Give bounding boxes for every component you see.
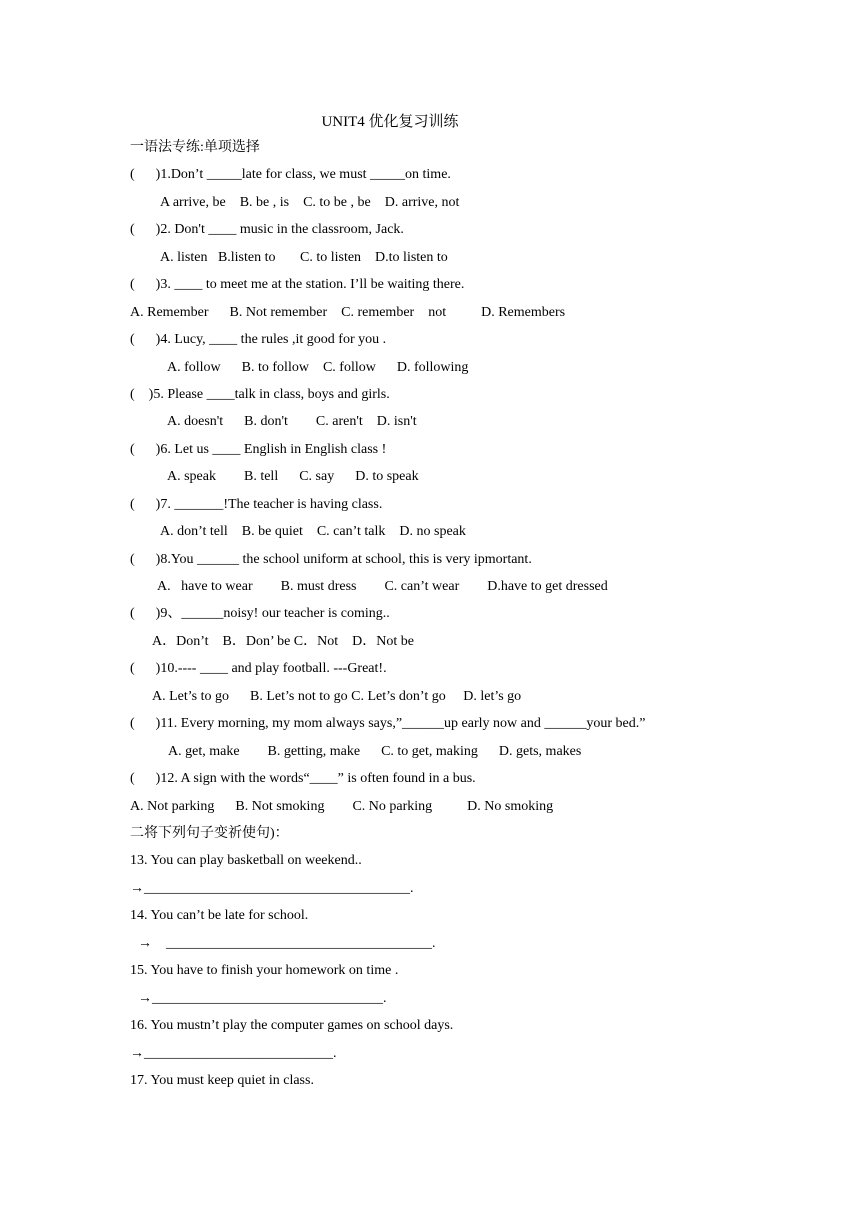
text-line-2: ( )1.Don’t _____late for class, we must _____on time. (130, 167, 451, 182)
text-line-20: ( )10.---- ____ and play football. ---Great!. (130, 661, 387, 676)
text-line-9: A. follow B. to follow C. follow D. following (167, 360, 469, 375)
text-line-35: 17. You must keep quiet in class. (130, 1073, 314, 1088)
text-line-32: →_________________________________. (138, 991, 387, 1006)
text-line-4: ( )2. Don't ____ music in the classroom, Jack. (130, 222, 404, 237)
text-line-8: ( )4. Lucy, ____ the rules ,it good for you . (130, 332, 387, 347)
text-line-17: A. have to wear B. must dress C. can’t wear D.have to get dressed (157, 579, 608, 594)
text-line-1: 一语法专练:单项选择 (130, 140, 260, 155)
text-line-31: 15. You have to finish your homework on time . (130, 963, 399, 978)
text-line-10: ( )5. Please ____talk in class, boys and girls. (130, 387, 390, 402)
text-line-29: 14. You can’t be late for school. (130, 908, 309, 923)
text-line-14: ( )7. _______!The teacher is having class. (130, 497, 383, 512)
page-title: UNIT4 优化复习训练 (321, 114, 459, 130)
text-line-22: ( )11. Every morning, my mom always says,”______up early now and ______your bed.” (130, 716, 646, 731)
text-line-13: A. speak B. tell C. say D. to speak (167, 469, 419, 484)
text-line-7: A. Remember B. Not remember C. remember not D. Remembers (130, 305, 566, 320)
text-line-24: ( )12. A sign with the words“____” is often found in a bus. (130, 771, 476, 786)
text-line-15: A. don’t tell B. be quiet C. can’t talk D. no speak (160, 524, 466, 539)
text-line-30: → ______________________________________. (138, 936, 436, 951)
text-line-21: A. Let’s to go B. Let’s not to go C. Let’s don’t go D. let’s go (152, 689, 522, 704)
text-line-25: A. Not parking B. Not smoking C. No parking D. No smoking (130, 799, 554, 814)
text-line-26: 二将下列句子变祈使句)： (130, 826, 289, 841)
text-line-12: ( )6. Let us ____ English in English class ! (130, 442, 387, 457)
text-line-33: 16. You mustn’t play the computer games on school days. (130, 1018, 454, 1033)
text-line-11: A. doesn't B. don't C. aren't D. isn't (167, 414, 417, 429)
text-line-5: A. listen B.listen to C. to listen D.to listen to (160, 250, 448, 265)
text-line-3: A arrive, be B. be , is C. to be , be D. arrive, not (160, 195, 460, 210)
text-line-28: →______________________________________. (130, 881, 414, 896)
text-line-34: →___________________________. (130, 1046, 337, 1061)
text-line-6: ( )3. ____ to meet me at the station. I’ll be waiting there. (130, 277, 465, 292)
text-line-23: A. get, make B. getting, make C. to get, making D. gets, makes (168, 744, 582, 759)
text-line-16: ( )8.You ______ the school uniform at school, this is very ipmortant. (130, 552, 532, 567)
text-line-18: ( )9、______noisy! our teacher is coming.. (130, 606, 390, 621)
text-line-27: 13. You can play basketball on weekend.. (130, 853, 362, 868)
text-line-19: A．Don’t B．Don’ be C．Not D．Not be (152, 634, 414, 649)
